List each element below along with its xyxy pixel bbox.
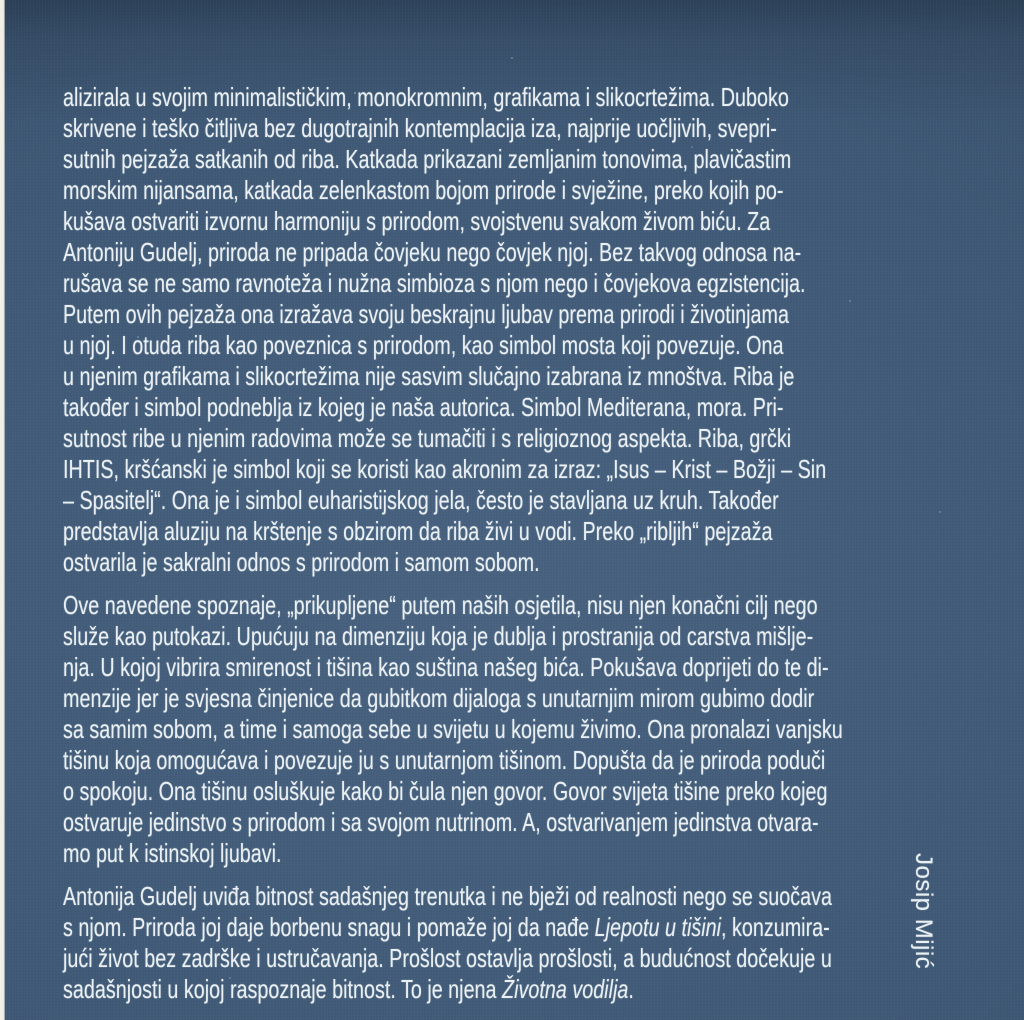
text-line: o spokoju. Ona tišinu osluškuje kako bi čula njen govor. Govor svijeta tišine preko kojeg: [63, 776, 828, 806]
page-edge-strip: [0, 0, 5, 1020]
text-line: kušava ostvariti izvornu harmoniju s prirodom, svojstvenu svakom živom biću. Za: [63, 206, 771, 236]
text-line: služe kao putokazi. Upućuju na dimenziju koja je dublja i prostranija od carstva mišlje-: [63, 621, 814, 651]
text-line: ostvarila je sakralni odnos s prirodom i samom sobom.: [63, 547, 540, 577]
text-line: sutnost ribe u njenim radovima može se tumačiti i s religioznog aspekta. Riba, grčki: [63, 423, 792, 453]
paragraph: [63, 82, 1024, 578]
text-line: predstavlja aluziju na krštenje s obzirom da riba živi u vodi. Preko „ribljih“ pejzaža: [63, 516, 773, 546]
text-line: u njenim grafikama i slikocrtežima nije sasvim slučajno izabrana iz mnoštva. Riba je: [63, 361, 795, 391]
paragraph: [63, 590, 1024, 869]
text-line: IHTIS, kršćanski je simbol koji se koristi kao akronim za izraz: „Isus – Krist – Božji – Sin: [63, 454, 827, 484]
text-line: tišinu koja omogućava i povezuje ju s unutarnjom tišinom. Dopušta da je priroda poduči: [63, 745, 826, 775]
text-line: menzije jer je svjesna činjenice da gubitkom dijaloga s unutarnjim mirom gubimo dodir: [63, 683, 815, 713]
text-line: ostvaruje jedinstvo s prirodom i sa svojom nutrinom. A, ostvarivanjem jedinstva otvara-: [63, 807, 819, 837]
text-line: morskim nijansama, katkada zelenkastom bojom prirode i svježine, preko kojih po-: [63, 175, 784, 205]
paragraph: [63, 881, 1024, 1005]
text-line: Antonija Gudelj uviđa bitnost sadašnjeg trenutka i ne bježi od realnosti nego se suočava: [63, 881, 832, 911]
text-line: Putem ovih pejzaža ona izražava svoju beskrajnu ljubav prema prirodi i životinjama: [63, 299, 789, 329]
text-line: s njom. Priroda joj daje borbenu snagu i pomaže joj da nađe Ljepotu u tišini, konzumira-: [63, 912, 830, 942]
text-line: Ove navedene spoznaje, „prikupljene“ putem naših osjetila, nisu njen konačni cilj nego: [63, 590, 818, 620]
author-credit-vertical: Josip Mijić: [910, 853, 937, 970]
text-line: sutnih pejzaža satkanih od riba. Katkada prikazani zemljanim tonovima, plavičastim: [63, 144, 792, 174]
text-line: rušava se ne samo ravnoteža i nužna simbioza s njom nego i čovjekova egzistencija.: [63, 268, 806, 298]
text-line: nja. U kojoj vibrira smirenost i tišina kao suština našeg bića. Pokušava doprijeti do te di-: [63, 652, 829, 682]
text-line: mo put k istinskoj ljubavi.: [63, 838, 282, 868]
body-text: [63, 82, 1024, 1005]
text-line: jući život bez zadrške i ustručavanja. Prošlost ostavlja prošlosti, a budućnost dočekuje u: [63, 943, 832, 973]
text-line: Antoniju Gudelj, priroda ne pripada čovjeku nego čovjek njoj. Bez takvog odnosa na-: [63, 237, 802, 267]
text-line: u njoj. I otuda riba kao poveznica s prirodom, kao simbol mosta koji povezuje. Ona: [63, 330, 784, 360]
text-line: skrivene i teško čitljiva bez dugotrajnih kontemplacija iza, najprije uočljivih, svepri-: [63, 113, 777, 143]
text-line: – Spasitelj“. Ona je i simbol euharistijskog jela, često je stavljana uz kruh. Također: [63, 485, 779, 515]
text-line: alizirala u svojim minimalističkim, monokromnim, grafikama i slikocrtežima. Duboko: [63, 82, 789, 112]
text-line: sa samim sobom, a time i samoga sebe u svijetu u kojemu živimo. Ona pronalazi vanjsku: [63, 714, 843, 744]
text-line: također i simbol podneblja iz kojeg je naša autorica. Simbol Mediterana, mora. Pri-: [63, 392, 784, 422]
text-line: sadašnjosti u kojoj raspoznaje bitnost. To je njena Životna vodilja.: [63, 974, 634, 1004]
